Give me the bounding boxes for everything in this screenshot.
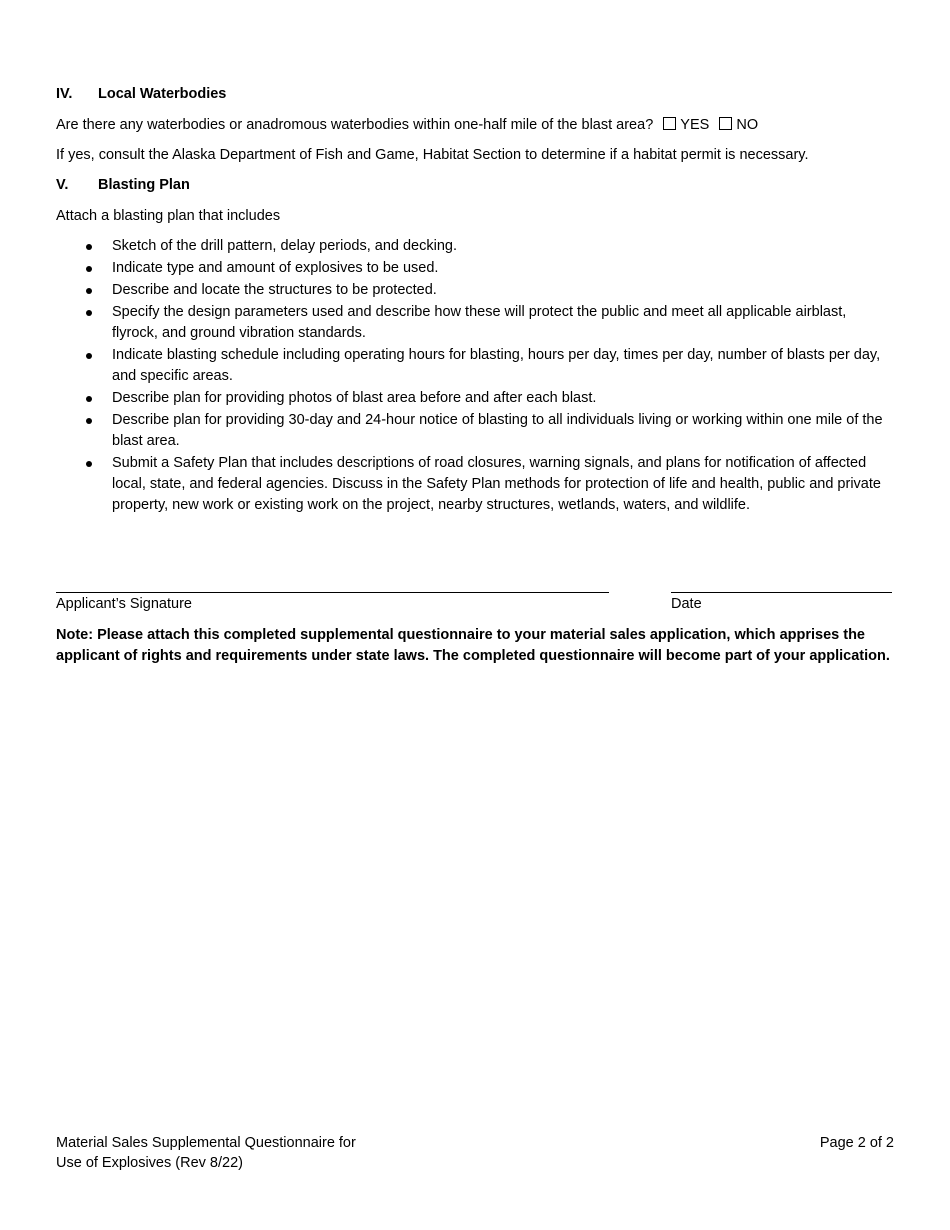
yes-checkbox[interactable] (663, 117, 676, 130)
waterbodies-question (56, 115, 758, 136)
footer-page-number: Page 2 of 2 (819, 1135, 894, 1151)
bullet-icon (86, 288, 92, 294)
list-item: Indicate blasting schedule including operating hours for blasting, hours per day, times per day, number of blasts per day, and specific areas. (56, 345, 896, 387)
no-checkbox[interactable] (719, 117, 732, 130)
list-item: Sketch of the drill pattern, delay periods, and decking. (56, 236, 896, 257)
bullet-icon (86, 461, 92, 467)
section-title: Blasting Plan (98, 177, 190, 193)
list-item: Describe plan for providing photos of blast area before and after each blast. (56, 388, 896, 409)
habitat-permit-instruction: If yes, consult the Alaska Department of Fish and Game, Habitat Section to determine if a habitat permit is necessary. (56, 147, 809, 163)
section-number: IV. (56, 86, 73, 102)
footer-title-line: Material Sales Supplemental Questionnaire for (56, 1135, 356, 1151)
no-label: NO (736, 117, 759, 133)
yes-label: YES (680, 117, 710, 133)
bullet-icon (86, 396, 92, 402)
date-label: Date (671, 596, 702, 612)
section-number: V. (56, 177, 69, 193)
footer-document-title (56, 1133, 356, 1173)
list-item: Specify the design parameters used and describe how these will protect the public and meet all applicable airblast, flyrock, and ground vibration standards. (56, 302, 896, 344)
bullet-icon (86, 353, 92, 359)
list-item: Indicate type and amount of explosives to be used. (56, 258, 896, 279)
footer-title-line: Use of Explosives (Rev 8/22) (56, 1155, 243, 1171)
document-page (56, 0, 896, 1230)
bullet-icon (86, 418, 92, 424)
date-field[interactable] (671, 592, 892, 593)
section-title: Local Waterbodies (98, 86, 227, 102)
attachment-note: Note: Please attach this completed supplemental questionnaire to your material sales application, which apprises the applicant of rights and requirements under state laws. The completed questionnaire will become part of your application. (56, 627, 890, 664)
applicant-signature-label: Applicant’s Signature (56, 596, 192, 612)
bullet-icon (86, 244, 92, 250)
blasting-plan-intro: Attach a blasting plan that includes (56, 208, 281, 224)
list-item: Describe and locate the structures to be protected. (56, 280, 896, 301)
no-option[interactable] (713, 115, 758, 136)
yes-option[interactable] (657, 115, 709, 136)
list-item: Submit a Safety Plan that includes descriptions of road closures, warning signals, and plans for notification of affected local, state, and federal agencies. Discuss in the Safety Plan methods for protection of life and health, public and private property, new work or existing work on the project, nearby structures, wetlands, waters, and wildlife. (56, 453, 896, 516)
applicant-signature-field[interactable] (56, 592, 609, 593)
blasting-plan-list (56, 236, 896, 517)
list-item: Describe plan for providing 30-day and 24-hour notice of blasting to all individuals living or working within one mile of the blast area. (56, 410, 896, 452)
bullet-icon (86, 310, 92, 316)
section-heading-local-waterbodies (56, 86, 226, 102)
question-text: Are there any waterbodies or anadromous waterbodies within one-half mile of the blast area? (56, 117, 654, 133)
bullet-icon (86, 266, 92, 272)
section-heading-blasting-plan (56, 177, 190, 193)
